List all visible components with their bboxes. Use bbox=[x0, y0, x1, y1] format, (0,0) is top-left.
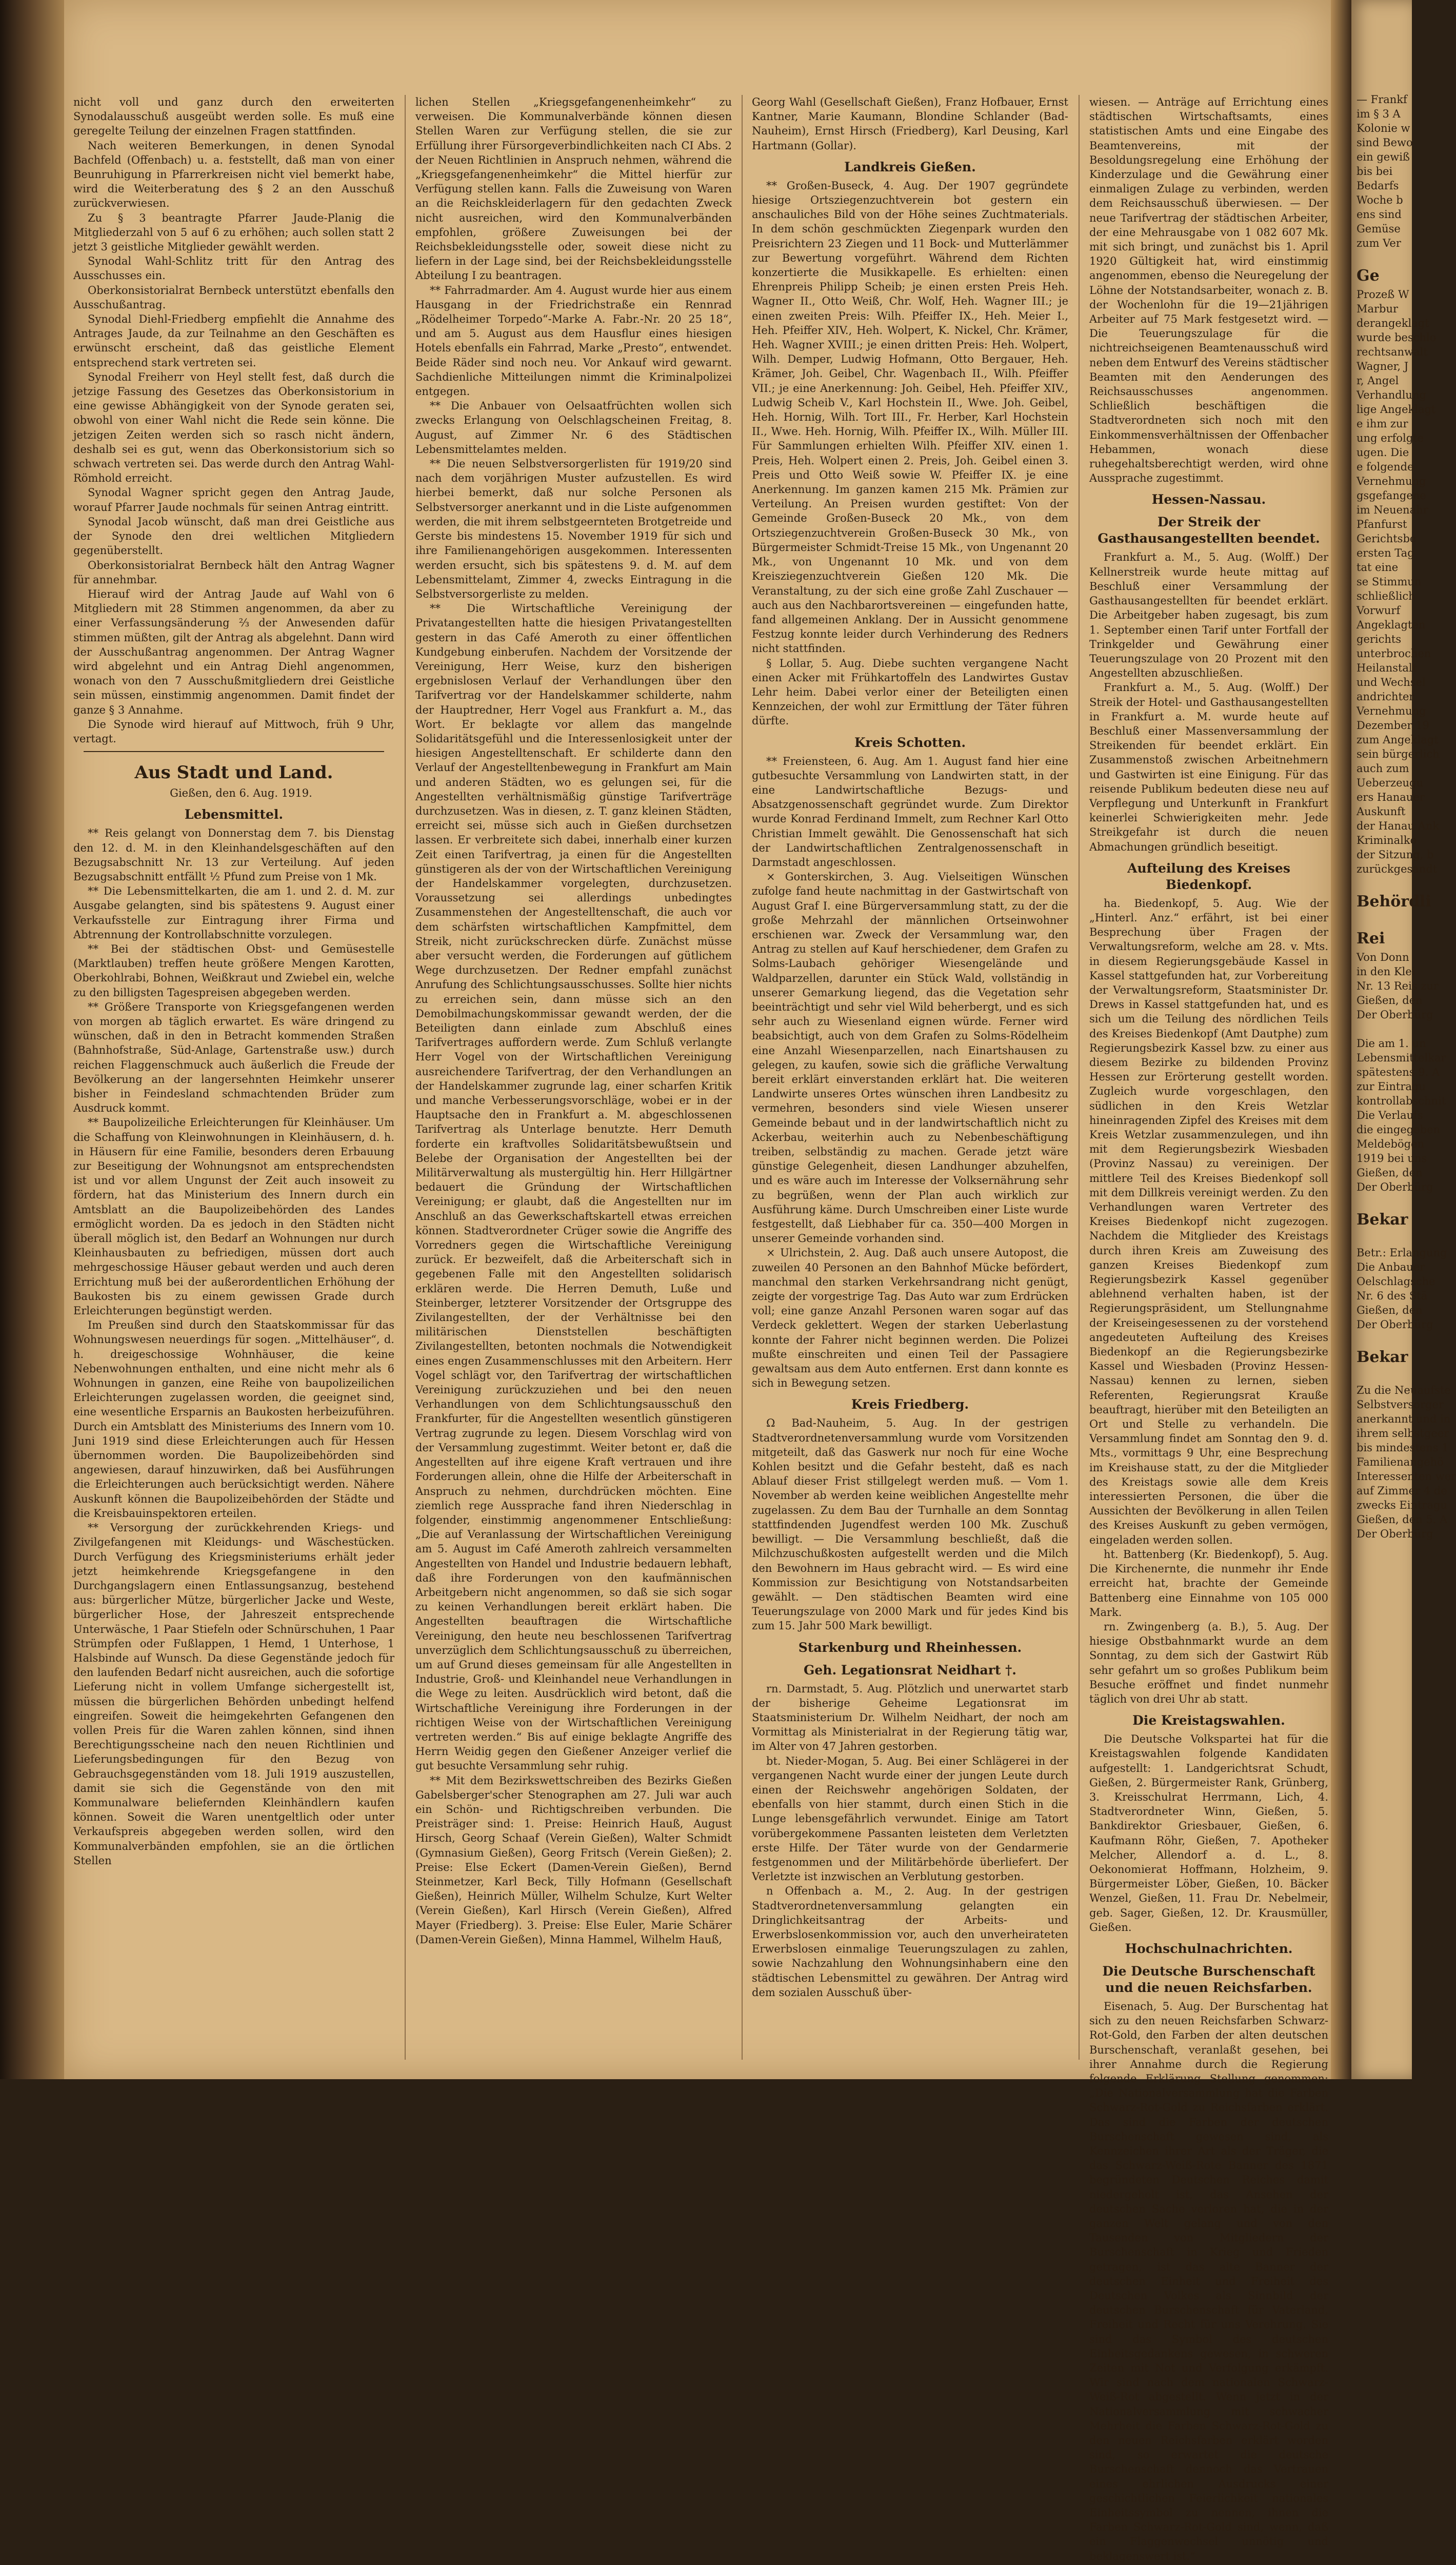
article-paragraph: ht. Battenberg (Kr. Biedenkopf), 5. Aug. Die Kirchenernte, die nunmehr ihr Ende erreicht hat, brachte der Gemeinde Battenberg eine Einnahme von 105 000 Mark. bbox=[1089, 1548, 1328, 1619]
section-rule bbox=[84, 751, 384, 752]
adjacent-page-line bbox=[1357, 1332, 1412, 1346]
article-paragraph: × Gonterskirchen, 3. Aug. Vielseitigen Wünschen zufolge fand heute nachmittag in der Gastwirtschaft von August Graf I. eine Bürgerversammlung statt, zu der die große Mehrzahl der männlichen Ortseinwohner erschienen war. Zweck der Versammlung war, den Antrag zu stellen auf Kauf herschiedener, dem Grafen zu Solms-Laubach gehöriger Wiesengelände und Waldparzellen, darunter ein Stück Wald, vollständig in unserer Gemarkung liegend, das die Vegetation sehr beeinträchtigt und sehr viel Wild beherbergt, und es sich sehr auch zu Wiesenland eignen würde. Ferner wird beabsichtigt, auch von dem Grafen zu Solms-Rödelheim eine Anzahl Wiesenparzellen, nach Einartshausen zu gelegen, zu kaufen, sowie sich die gräfliche Verwaltung bereit erklärt einverstanden erklärt hat. Die weiteren Landwirte unseres Ortes wünschen ihren Landbesitz zu vermehren, besonders sind viele Wiesen unserer Gemeinde bebaut und in der landwirtschaftlich nicht zu Ackerbau, weiterhin auch zu Nebenbeschäftigung treiben, selbständig zu machen. Gerade jetzt wäre günstige Gelegenheit, diesen Landhunger abzuhelfen, und es wäre auch im Interesse der Volksernährung sehr zu begrüßen, wenn der Plan auch wirklich zur Ausführung käme. Durch Umschreiben einer Liste wurde festgestellt, daß Liebhaber für ca. 350—400 Morgen in unserer Gemeinde vorhanden sind. bbox=[752, 871, 1068, 1245]
article-paragraph: Eisenach, 5. Aug. Der Burschentag hat sich zu den neuen Reichsfarben Schwarz-Rot-Gold, den Farben der alten deutschen Burschenschaft, veranlaßt gesehen, bei ihrer Annahme durch die Regierung folgende Erklärung Stellung genommen: „Die Nationalversammlung hat die Farben Schwarz-Rot-Gold zu Reichsfarben erklärt. Das sind die Farben der deutschen Burschenschaft gewesen sind, als Kennzeichen ihrer Art als der Träger, die das Schwarz-Weiß-Rote Banner des 1871 begründeten Deutschen Reiches damit niedergeholt ist, das Ansehen der deutschen Sache verloren hat, die in der ganzen Welt gelang und von den Tausenden von Mitgliedern der Burschenschaft in Krieg und Frieden getragen, ist das alte Banner der deutschen Einheit und Freiheit des Deutschen Volkes als Sinnbild der deutschen Burschenschaft für Vaterland, Freiheit und Recht für uns Verehrung. Sie sind das Symbol des deutschen Einheitsgedankens gewesen, in schweren Zeiten mit Not und Verfolgung erkämpft. Wir sind nach dem nationalen Schwarz-Weiß-Rot abgestellt. Wenn jetzt in der Nationalversammlung mit schwacher Mehrheit die Farben Schwarz-Rot-Gold zu den neuen Reichsfarben erklärt worden sind, so erwartet die deutsche Burschenschaft dennoch das Vertrauen eines ehrlichen Ausdrucks einer geschichtlichen Feierlichkeit nationales Einheitssymbol zu nennen, ihnen die Farben Schwarz-Rot-Gold sind, wenn, daß ein Flaggenwechsel unnötig und beklagenswert ist.“ bbox=[1089, 2000, 1328, 2562]
article-paragraph: ** Die Wirtschaftliche Vereinigung der Privatangestellten hatte die hiesigen Privatangestellten gestern in das Café Ameroth zu einer öffentlichen Kundgebung einberufen. Nachdem der Vorsitzende der Vereinigung, Herr Weise, kurz den bisherigen ergebnislosen Verlauf der Verhandlungen über den Tarifvertrag vor der Handelskammer schilderte, nahm der Hauptredner, Herr Vogel aus Frankfurt a. M., das Wort. Er beklagte vor allem das mangelnde Solidaritätsgefühl und die Interessenlosigkeit unter der hiesigen Angestelltenschaft. Er schilderte dann den Verlauf der Angestelltenbewegung in Frankfurt am Main und anderen Städten, wo es gelungen sei, für die Angestellten verhältnismäßig günstige Tarifverträge durchzusetzen. Was in diesen, z. T. ganz kleinen Städten, erreicht sei, müsse sich auch in Gießen durchsetzen lassen. Er verbreitete sich dabei, innerhalb einer kurzen Zeit einen Tarifvertrag, ja einen für die Angestellten günstigeren als der von der Wirtschaftlichen Vereinigung der Handelskammer vorgelegten, durchzusetzen. Voraussetzung sei allerdings unbedingtes Zusammenstehen der Angestelltenschaft, die auch vor dem schärfsten wirtschaftlichen Kampfmittel, dem Streik, nicht zurückschrecken dürfe. Zunächst müsse aber versucht werden, die Forderungen auf gütlichem Wege durchzusetzen. Der Redner empfahl zunächst Anrufung des Schlichtungsausschusses. Sollte hier nichts zu erreichen sein, dann müsse sich an den Demobilmachungskommissar gewandt werden, der die Beteiligten dann einlade zum Abschluß eines Tarifvertrages auffordern werde. Zum Schluß verlangte Herr Vogel von der Wirtschaftlichen Vereinigung ausreichendere Tarifvertrag, der den Verhandlungen an der Handelskammer zugrunde lag, einer scharfen Kritik und manche Verbesserungsvorschläge, wobei er in der Hauptsache den in Frankfurt a. M. abgeschlossenen Tarifvertrag als Unterlage benutzte. Herr Demuth forderte ein kraftvolles Solidaritätsbewußtsein und Belebe der Organisation der Angestellten bei der Militärverwaltung als mustergültig hin. Herr Hillgärtner bedauert die Gründung der Wirtschaftlichen Vereinigung; er glaubt, daß die Angestellten nur im Anschluß an das Gewerkschaftskartell etwas erreichen können. Stadtverordneter Crüger sowie die Angriffe des Vorredners gegen die Wirtschaftliche Vereinigung zurück. Er bezweifelt, daß die Arbeiterschaft sich in gegebenen Falle mit den Angestellten solidarisch erklären werde. Die Herren Demuth, Luße und Steinberger, letzterer Vorsitzender der Ortsgruppe des Zivilangestellten, der der Verhältnisse bei den militärischen Dienststellen beschäftigten Zivilangestellten, betonten nochmals die Notwendigkeit eines engen Zusammenschlusses mit den Arbeitern. Herr Vogel schlägt vor, den Tarifvertrag der wirtschaftlichen Vereinigung zurückzuziehen und bei den neuen Verhandlungen von dem Schlichtungsausschuß den Frankfurter, für die Angestellten wesentlich günstigeren Vertrag zugrunde zu legen. Diesem Vorschlag wird von der Versammlung zugestimmt. Weiter betont er, daß die Angestellten auf ihre eigene Kraft vertrauen und ihre Forderungen allein, ohne die Hilfe der Arbeiterschaft in Anspruch zu nehmen, durchdrücken möchten. Eine ziemlich rege Aussprache fand ihren Niederschlag in folgender, einstimmig angenommener Entschließung: „Die auf Veranlassung der Wirtschaftlichen Vereinigung am 5. August im Café Ameroth zahlreich versammelten Angestellten von Handel und Industrie bedauern lebhaft, daß ihre Forderungen von den kaufmännischen Arbeitgebern nicht angenommen, so daß sie sich sogar zu keinen Verhandlungen bereit erklärt haben. Die Angestellten beauftragen die Wirtschaftliche Vereinigung, den heute neu beschlossenen Tarifvertrag unverzüglich dem Schlichtungsausschuß zu überreichen, um auf Grund dieses gemeinsam für alle Angestellten in Industrie, Groß- und Kleinhandel neue Verhandlungen in die Wege zu leiten. Ausdrücklich wird betont, daß die Wirtschaftliche Vereinigung ihre Forderungen in der richtigen Weise von der Wirtschaftlichen Vereinigung vertreten werden.“ Bis auf einige beklagte Angriffe des Herrn Weidig gegen den Gießener Anzeiger verlief die gut besuchte Versammlung sehr ruhig. bbox=[415, 602, 732, 1772]
adjacent-page-line bbox=[1357, 913, 1412, 928]
adjacent-page-line: zwecks Eintragu bbox=[1357, 1499, 1447, 1511]
article-paragraph: ** Versorgung der zurückkehrenden Kriegs- und Zivilgefangenen mit Kleidungs- und Wäschestücken. Durch Verfügung des Kriegsministeriums erhält jeder jetzt heimkehrende Kriegsgefangene in den Durchgangslagern einen Entlassungsanzug, bestehend aus: bürgerlicher Mütze, bürgerlicher Jacke und Weste, bürgerlicher Hose, der Jahreszeit entsprechende Unterwäsche, 1 Paar Stiefeln oder Schnürschuhen, 1 Paar Strümpfen oder Fußlappen, 1 Hemd, 1 Unterhose, 1 Halsbinde auf Wunsch. Da diese Gegenstände jedoch für den laufenden Bedarf nicht ausreichen, auch die sofortige Lieferung nicht in vollem Umfange sichergestellt ist, müssen die bürgerlichen Behörden unbedingt helfend eingreifen. Soweit die heimgekehrten Gefangenen den vollen Preis für die Waren zahlen können, sind ihnen Berechtigungsscheine nach den neuen Richtlinien und Lieferungsbedingungen für den Bezug von Gebrauchsgegenständen vom 18. Juli 1919 auszustellen, damit sie sich die Gegenstände von den mit Kommunalware beliefernden Kleinhändlern kaufen können. Soweit die Waren unentgeltlich oder unter Verkaufspreis abgegeben werden sollen, wird den Kommunalverbänden empfohlen, sie an die örtlichen Stellen bbox=[73, 1522, 394, 1867]
adjacent-page-line: Nr. 6 des Stä bbox=[1357, 1290, 1428, 1302]
adjacent-page-line: sind Bewo bbox=[1357, 136, 1413, 149]
adjacent-page-line: Bekar bbox=[1357, 1211, 1408, 1229]
adjacent-page-line: kontrollabschnit bbox=[1357, 1095, 1446, 1107]
adjacent-page-line: Der Oberbürg bbox=[1357, 1528, 1433, 1540]
article-paragraph: Ω Bad-Nauheim, 5. Aug. In der gestrigen Stadtverordnetenversammlung wurde vom Vorsitzenden mitgeteilt, daß das Gaswerk nur noch für eine Woche Kohlen besitzt und die Gefahr besteht, daß es nach Ablauf dieser Frist stillgelegt werden muß. — Vom 1. November ab werden keine weiblichen Angestellte mehr zugelassen. Zu dem Bau der Turnhalle an dem Sonntag stattfindenden Jugendfest werden 100 Mk. Zuschuß bewilligt. — Die Versammlung beschließt, daß die Milchzuschußkosten aufgestellt werden und die Milch den Bewohnern im Haus gebracht wird. — Es wird eine Kommission zur Besichtigung von Notstandsarbeiten gewählt. — Den städtischen Beamten wird eine Teuerungszulage von 2000 Mark und für jedes Kind bis zum 15. Jahr 500 Mark bewilligt. bbox=[752, 1417, 1068, 1632]
article-heading: Starkenburg und Rheinhessen. bbox=[798, 1640, 1022, 1655]
adjacent-page-fragment bbox=[1351, 0, 1456, 2079]
adjacent-page-line: Marbur bbox=[1357, 303, 1399, 315]
adjacent-page-line: Vorwurf bbox=[1357, 604, 1401, 617]
article-paragraph: Synodal Diehl-Friedberg empfiehlt die Annahme des Antrages Jaude, da zur Teilnahme an den Geschäften es erwünscht erscheint, daß das geistliche Element entsprechend stark vertreten sei. bbox=[73, 313, 394, 369]
text-column-2 bbox=[415, 95, 732, 2060]
adjacent-page-line: Angeklagten bbox=[1357, 619, 1426, 631]
adjacent-page-line: Gießen, den bbox=[1357, 994, 1423, 1007]
adjacent-page-line: Ge bbox=[1357, 267, 1380, 285]
adjacent-page-line: Auskunft bbox=[1357, 805, 1406, 818]
article-paragraph: ** Größere Transporte von Kriegsgefangenen werden von morgen ab täglich erwartet. Es wäre dringend zu wünschen, daß in den in Betracht kommenden Straßen (Bahnhofstraße, Süd-Anlage, Gartenstraße usw.) durch reichen Flaggenschmuck auch äußerlich die Freude der Bevölkerung an der langersehnten Heimkehr unserer bisher in Feindesland schmachtenden Brüder zum Ausdruck kommt. bbox=[73, 1000, 394, 1115]
article-heading: Der Streik der Gasthausangestellten beendet. bbox=[1098, 515, 1320, 546]
adjacent-page-line: im § 3 A bbox=[1357, 108, 1401, 120]
adjacent-page-line: der Sitzung, b bbox=[1357, 849, 1434, 861]
article-paragraph: rn. Darmstadt, 5. Aug. Plötzlich und unerwartet starb der bisherige Geheime Legationsrat im Staatsministerium Dr. Wilhelm Neidhart, der noch am Vormittag als Ministerialrat in der Regierung tätig war, im Alter von 47 Jahren gestorben. bbox=[752, 1682, 1068, 1753]
adjacent-page-line: der Hanau Ank bbox=[1357, 820, 1440, 832]
adjacent-page-line bbox=[1357, 1194, 1412, 1209]
article-paragraph: Zu § 3 beantragte Pfarrer Jaude-Planig die Mitgliederzahl von 5 auf 6 zu erhöhen; auch sollen statt 2 jetzt 3 geistliche Mitglieder gewählt werden. bbox=[73, 211, 394, 253]
article-paragraph: Die Deutsche Volkspartei hat für die Kreistagswahlen folgende Kandidaten aufgestellt: 1. Landgerichtsrat Schudt, Gießen, 2. Bürgermeister Rank, Grünberg, 3. Kreisschulrat Herrmann, Lich, 4. Stadtverordneter Winn, Gießen, 5. Bankdirektor Griesbauer, Gießen, 6. Kaufmann Röhr, Gießen, 7. Apotheker Melcher, Allendorf a. d. L., 8. Oekonomierat Hoffmann, Holzheim, 9. Bürgermeister Löber, Gießen, 10. Bäcker Wenzel, Gießen, 11. Frau Dr. Nebelmeir, geb. Sager, Gießen, 12. Dr. Krausmüller, Gießen. bbox=[1089, 1733, 1328, 1933]
section-title: Aus Stadt und Land. bbox=[134, 762, 333, 783]
adjacent-page-line: auch zum bbox=[1357, 762, 1409, 775]
article-paragraph: rn. Zwingenberg (a. B.), 5. Aug. Der hiesige Obstbahnmarkt wurde an dem Sonntag, zu dem sich der Gastwirt Rüb sehr gefahrt um so großes Publikum beim Besuche eröffnet und findet nunmehr täglich von drei Uhr ab statt. bbox=[1089, 1620, 1328, 1705]
article-paragraph: Synodal Jacob wünscht, daß man drei Geistliche aus der Synode den drei weltlichen Mitgliedern gegenüberstellt. bbox=[73, 515, 394, 557]
adjacent-page-line bbox=[1357, 1369, 1412, 1383]
adjacent-page-line bbox=[1357, 250, 1412, 265]
article-paragraph: Im Preußen sind durch den Staatskommissar für das Wohnungswesen neuerdings für sogen. „Mittelhäuser“, d. h. dreigeschossige Wohnhäuser, die keine Nebenwohnungen enthalten, und eine nicht mehr als 6 Wohnungen in ganzen, eine Reihe von baupolizeilichen Erleichterungen zugelassen worden, die geeignet sind, eine wesentliche Ersparnis an Baukosten herbeizuführen. Durch ein Amtsblatt des Ministeriums des Innern vom 10. Juni 1919 sind diese Erleichterungen auch für Hessen übernommen worden. Die Baupolizeibehörden sind angewiesen, darauf hinzuwirken, daß bei Ausführungen die Erleichterungen auch berücksichtigt werden. Nähere Auskunft können die Baupolizeibehörden der Städte und die Kreisbauinspektoren erteilen. bbox=[73, 1319, 394, 1520]
adjacent-page-text bbox=[1351, 0, 1456, 1541]
adjacent-page-line: ens sind bbox=[1357, 208, 1402, 221]
column-separator bbox=[405, 95, 406, 2060]
adjacent-page-line: schließlich bbox=[1357, 590, 1415, 602]
adjacent-page-line: Vernehmung bbox=[1357, 475, 1426, 487]
article-paragraph: § Lollar, 5. Aug. Diebe suchten vergangene Nacht einen Acker mit Frühkartoffeln des Landwirtes Gustav Lehr heim. Dabei verlor einer der Beteiligten einen Kennzeichen, der wohl zur Ermittlung der Täter führen dürfte. bbox=[752, 657, 1068, 727]
article-paragraph: ** Baupolizeiliche Erleichterungen für Kleinhäuser. Um die Schaffung von Kleinwohnungen in Kleinhäusern, d. h. in Häusern für eine Familie, besonders deren Erbauung zur Beseitigung der Wohnungsnot am entsprechendsten ist und vor allem Ungunst der Zeit auch insoweit zu fördern, hat das Ministerium des Innern durch ein Amtsblatt an die Baupolizeibehörden des Landes ermöglicht worden. Da es jedoch in den Städten nicht überall möglich ist, den Bedarf an Wohnungen nur durch Kleinhausbauten zu befriedigen, müssen dort auch mehrgeschossige Häuser gebaut werden und auch deren Errichtung muß bei der außerordentlichen Erhöhung der Baukosten bis zu einem gewissen Grade durch Erleichterungen begünstigt werden. bbox=[73, 1116, 394, 1317]
adjacent-page-line: Kolonie w bbox=[1357, 122, 1410, 134]
adjacent-page-line: — Frankf bbox=[1357, 93, 1407, 106]
adjacent-page-line: Der Oberbürg bbox=[1357, 1181, 1433, 1193]
adjacent-page-line: bis bei bbox=[1357, 165, 1393, 177]
adjacent-page-line: gsgefangene bbox=[1357, 489, 1426, 502]
article-heading: Kreis Friedberg. bbox=[851, 1397, 969, 1412]
adjacent-page-line: Bedarfs bbox=[1357, 180, 1399, 192]
adjacent-page-line: r, Angel bbox=[1357, 374, 1399, 387]
adjacent-page-line: Die Verlaufs bbox=[1357, 1109, 1423, 1121]
adjacent-page-line: unterbrochen bbox=[1357, 647, 1431, 660]
adjacent-page-line: sein bürgerlich bbox=[1357, 748, 1440, 760]
article-paragraph: Synodal Wagner spricht gegen den Antrag Jaude, worauf Pfarrer Jaude nochmals für seinen Antrag eintritt. bbox=[73, 486, 394, 514]
article-paragraph: nicht voll und ganz durch den erweiterten Synodalausschuß ausgeübt werden solle. Es muß eine geregelte Teilung der einzelnen Fragen stattfinden. bbox=[73, 96, 394, 137]
adjacent-page-line: Nr. 13 Reis zur bbox=[1357, 980, 1439, 992]
adjacent-page-line: ersten Tag bbox=[1357, 547, 1414, 559]
text-column-3 bbox=[752, 95, 1068, 2060]
article-paragraph: Georg Wahl (Gesellschaft Gießen), Franz Hofbauer, Ernst Kantner, Marie Kaumann, Blondine Schlander (Bad-Nauheim), Ernst Hirsch (Friedberg), Karl Deusing, Karl Hartmann (Gollar). bbox=[752, 96, 1068, 152]
article-paragraph: ** Die neuen Selbstversorgerlisten für 1919/20 sind nach dem vorjährigen Muster aufzustellen. Es wird hierbei bemerkt, daß nur solche Personen als Selbstversorger anerkannt und in die Liste aufgenommen werden, die mit ihrem selbstgeernteten Brotgetreide und Gerste bis mindestens 15. November 1919 für sich und ihre Familienangehörigen ausgekommen. Interessenten werden ersucht, sich bis spätestens 9. d. M. auf dem Lebensmittelamt, Zimmer 4, zwecks Eintragung in die Selbstversorgerliste zu melden. bbox=[415, 458, 732, 600]
adjacent-page-line: und Wechsel bbox=[1357, 676, 1426, 688]
column-separator bbox=[742, 95, 743, 2060]
article-paragraph: ** Fahrradmarder. Am 4. August wurde hier aus einem Hausgang in der Friedrichstraße ein Rennrad „Rödelheimer Torpedo“-Marke A. Fabr.-Nr. 20 25 18“, und am 5. August aus dem Hausflur eines hiesigen Hotels ebenfalls ein Fahrrad, Marke „Presto“, entwendet. Beide Räder sind noch neu. Vor Ankauf wird gewarnt. Sachdienliche Mitteilungen nimmt die Kriminalpolizei entgegen. bbox=[415, 284, 732, 398]
article-paragraph: Oberkonsistorialrat Bernbeck hält den Antrag Wagner für annehmbar. bbox=[73, 559, 394, 586]
adjacent-page-line: Der Oberbürg bbox=[1357, 1318, 1433, 1331]
adjacent-page-line: Gerichtsbe bbox=[1357, 532, 1417, 545]
article-paragraph: bt. Nieder-Mogan, 5. Aug. Bei einer Schlägerei in der vergangenen Nacht wurde einer der jungen Leute durch einen der Reichswehr angehörigen Soldaten, der ebenfalls von hier stammt, durch einen Stich in die Lunge lebensgefährlich verwundet. Einige am Tatort vorübergekommene Passanten leisteten dem Verletzten erste Hilfe. Der Täter wurde von der Gendarmerie festgenommen und der Militärbehörde überliefert. Der Verletzte ist inzwischen an Verblutung gestorben. bbox=[752, 1754, 1068, 1883]
adjacent-page-line: gerichts bbox=[1357, 633, 1402, 645]
adjacent-page-line: wurde beschlo bbox=[1357, 331, 1437, 344]
dateline: Gießen, den 6. Aug. 1919. bbox=[170, 787, 312, 800]
adjacent-page-line: ugen. Die bbox=[1357, 446, 1409, 459]
article-paragraph: n Offenbach a. M., 2. Aug. In der gestrigen Stadtverordnetenversammlung gelangten ein Dringlichkeitsantrag der Arbeits- und Erwerbslosenkommission vor, auch den unverheirateten Erwerbslosen einmalige Teuerungszulagen zu zahlen, sowie Nachzahlung den Wohnungsinhabern eine den städtischen Lebensmittel zu gewähren. Der Antrag wird dem sozialen Ausschuß über- bbox=[752, 1885, 1068, 1999]
adjacent-page-line: se Stimmun bbox=[1357, 576, 1422, 588]
adjacent-page-line: Ueberzeugu bbox=[1357, 777, 1424, 789]
adjacent-page-line: zurückgesandt bbox=[1357, 863, 1438, 875]
adjacent-page-line: ihrem selbstgeer bbox=[1357, 1427, 1449, 1439]
article-paragraph: ** Freiensteen, 6. Aug. Am 1. August fand hier eine gutbesuchte Versammlung von Landwirten statt, in der eine Landwirtschaftliche Bezugs- und Absatzgenossenschaft gegründet wurde. Zum Direktor wurde Konrad Ferdinand Immelt, zum Rechner Karl Otto Christian Immelt gewählt. Die Genossenschaft hat sich der Landwirtschaftlichen Zentralgenossenschaft in Darmstadt angeschlossen. bbox=[752, 755, 1068, 869]
adjacent-page-line: in den Klei bbox=[1357, 965, 1415, 978]
article-paragraph: ** Großen-Buseck, 4. Aug. Der 1907 gegründete hiesige Ortsziegenzuchtverein bot gestern ein anschauliches Bild von der Höhe seines Zuchtmaterials. In dem schön geschmückten Ziegenpark wurden den Preisrichtern 23 Ziegen und 11 Bock- und Mutterlämmer zur Bewertung vorgeführt. Während dem Richten konzertierte die Musikkapelle. Es erhielten: einen Ehrenpreis Philipp Scheib; je einen ersten Preis Heh. Wagner II., Otto Weiß, Chr. Wolf, Heh. Wagner III.; je einen zweiten Preis: Wilh. Pfeiffer IX., Heh. Meier I., Heh. Pfeiffer XIV., Heh. Wolpert, K. Nickel, Chr. Krämer, Heh. Wagner XVIII.; je einen dritten Preis: Heh. Wolpert, Wilh. Demper, Ludwig Hofmann, Otto Bergauer, Heh. Krämer, Joh. Geibel, Chr. Wagenbach II., Wilh. Pfeiffer VII.; je eine Anerkennung: Joh. Geibel, Heh. Pfeiffer XIV., Ludwig Scheib V., Karl Hochstein II., Wwe. Joh. Geibel, Heh. Hornig, Wilh. Tort III., Fr. Herber, Karl Hochstein II., Wwe. Heh. Hornig, Wilh. Pfeiffer IX., Wilh. Müller III. Für Sammlungen erhielten Wilh. Pfeiffer XIV. einen 1. Preis, Heh. Wolpert einen 2. Preis, Joh. Geibel einen 3. Preis und Otto Weiß sowie W. Pfeiffer IX. je eine Anerkennung. Im ganzen kamen 215 Mk. Prämien zur Verteilung. An Preisen wurden gestiftet: Von der Gemeinde Großen-Buseck 20 Mk., von dem Ortsziegenzuchtverein Großen-Buseck 30 Mk., von Bürgermeister Schmidt-Treise 15 Mk., von Ungenannt 20 Mk., von Ungenannt 10 Mk. und von dem Kreisziegenzuchtverein Gießen 120 Mk. Die Veranstaltung, zu der sich eine große Zahl Zuschauer — auch aus den Nachbarortsvereinen — eingefunden hatte, fand allgemeinen Anklang. Der in Aussicht genommene Festzug konnte leider durch Verhinderung des Redners nicht stattfinden. bbox=[752, 179, 1068, 655]
adjacent-page-line: bis mindestens 1 bbox=[1357, 1442, 1449, 1454]
adjacent-page-line: zur Eintragu bbox=[1357, 1080, 1426, 1093]
article-paragraph: ** Mit dem Bezirkswettschreiben des Bezirks Gießen Gabelsberger'scher Stenographen am 27. Juli war auch ein Schön- und Richtigschreiben verbunden. Die Preisträger sind: 1. Preise: Heinrich Hauß, August Hirsch, Georg Schaaf (Verein Gießen), Walter Schmidt (Gymnasium Gießen), Georg Fritsch (Verein Gießen); 2. Preise: Else Eckert (Damen-Verein Gießen), Bernd Steinmetzer, Karl Beck, Tilly Hofmann (Gesellschaft Gießen), Heinrich Müller, Wilhelm Schulze, Kurt Welter (Verein Gießen), Karl Hirsch (Verein Gießen), Alfred Mayer (Friedberg). 3. Preise: Else Euler, Marie Schärer (Damen-Verein Gießen), Minna Hammel, Wilhelm Hauß, bbox=[415, 1774, 732, 1946]
adjacent-page-line: Meldebögen bbox=[1357, 1138, 1424, 1150]
adjacent-page-line: Interessenten wer bbox=[1357, 1470, 1456, 1483]
adjacent-page-line: Dezember 19 bbox=[1357, 719, 1429, 732]
article-heading: Die Kreistagswahlen. bbox=[1132, 1713, 1285, 1728]
adjacent-page-line: Wagner, J bbox=[1357, 360, 1409, 372]
adjacent-page-line: anerkannt und in bbox=[1357, 1413, 1451, 1425]
adjacent-page-line: zum Angeklagt bbox=[1357, 734, 1439, 746]
adjacent-page-line: Bekar bbox=[1357, 1348, 1408, 1366]
article-heading: Geh. Legationsrat Neidhart †. bbox=[804, 1662, 1016, 1678]
adjacent-page-line: Pfanfurst bbox=[1357, 518, 1407, 530]
book-binding bbox=[0, 0, 64, 2079]
adjacent-page-line: Familienangehö bbox=[1357, 1456, 1444, 1468]
adjacent-page-line: ung erfolgte bbox=[1357, 432, 1424, 444]
adjacent-page-line: Von Donn bbox=[1357, 951, 1409, 963]
adjacent-page-line: Vernehmung bbox=[1357, 705, 1426, 717]
adjacent-page-line: Verhandlung bbox=[1357, 389, 1426, 401]
article-paragraph: ** Bei der städtischen Obst- und Gemüsestelle (Marktlauben) treffen heute größere Mengen Karotten, Oberkohlrabi, Bohnen, Weißkraut und Zwiebel ein, welche zu den billigsten Tagespreisen abgegeben werden. bbox=[73, 942, 394, 999]
adjacent-page-line: Betr.: Erlangung bbox=[1357, 1247, 1447, 1259]
adjacent-page-line: die eingegeben bbox=[1357, 1123, 1441, 1136]
adjacent-page-line: Gemüse bbox=[1357, 223, 1401, 235]
article-paragraph: lichen Stellen „Kriegsgefangenenheimkehr“ zu verweisen. Die Kommunalverbände können diesen Stellen Waren zur Verfügung stellen, die sie zur Erfüllung ihrer Fürsorgeverbindlichkeiten nach CI Abs. 2 der Neuen Richtlinien in Anspruch nehmen, während die „Kriegsgefangenenheimkehr“ die Mittel hierfür zur Verfügung stellen kann. Falls die Zuweisung von Waren an die Reichskleiderlagern für den gedachten Zweck nicht ausreichen, wird den Kommunalverbänden empfohlen, größere Zuweisungen bei der Reichsbekleidungsstelle oder, soweit diese nicht zu liefern in der Lage sind, bei der Reichsbekleidungsstelle Abteilung I zu beantragen. bbox=[415, 96, 732, 282]
article-heading: Aufteilung des Kreises Biedenkopf. bbox=[1127, 860, 1290, 892]
adjacent-page-line: tat eine bbox=[1357, 561, 1399, 574]
adjacent-page-line: derangeklagt bbox=[1357, 317, 1429, 329]
article-paragraph: ** Die Lebensmittelkarten, die am 1. und 2. d. M. zur Ausgabe gelangten, sind bis spätestens 9. August einer Verkaufsstelle zur Eintragung ihrer Firma und Abtrennung der Kontrollabschnitte vorzulegen. bbox=[73, 885, 394, 941]
adjacent-page-line: Die am 1. un bbox=[1357, 1037, 1426, 1050]
adjacent-page-line: e folgende bbox=[1357, 461, 1414, 473]
article-paragraph: ** Die Anbauer von Oelsaatfrüchten wollen sich zwecks Erlangung von Oelschlagscheinen Freitag, 8. August, auf Zimmer Nr. 6 des Städtischen Lebensmittelamtes melden. bbox=[415, 400, 732, 456]
adjacent-page-line: Prozeß W bbox=[1357, 288, 1409, 301]
article-paragraph: Nach weiteren Bemerkungen, in denen Synodal Bachfeld (Offenbach) u. a. feststellt, daß man von einer Beunruhigung in Pfarrerkreisen nicht viel bemerkt habe, wird die Weiterberatung des § 2 an den Ausschuß zurückverwiesen. bbox=[73, 139, 394, 210]
article-paragraph: Die Synode wird hierauf auf Mittwoch, früh 9 Uhr, vertagt. bbox=[73, 718, 394, 745]
column-separator bbox=[1079, 95, 1080, 2060]
adjacent-page-line: Heilanstalt bbox=[1357, 662, 1417, 674]
article-paragraph: Frankfurt a. M., 5. Aug. (Wolff.) Der Kellnerstreik wurde heute mittag auf Beschluß einer Versammlung der Gasthausangestellten für beendet erklärt. Die Arbeitgeber haben zugesagt, bis zum 1. September einen Tarif unter Fortfall der Trinkgelder und Gewährung einer Teuerungszulage von 20 Prozent mit den Angestellten abzuschließen. bbox=[1089, 551, 1328, 680]
adjacent-page-line: Rei bbox=[1357, 930, 1385, 948]
adjacent-page-line: Lebensmittelkar bbox=[1357, 1052, 1446, 1064]
adjacent-page-line: Gießen, den bbox=[1357, 1167, 1423, 1179]
article-heading: Kreis Schotten. bbox=[854, 735, 966, 750]
adjacent-page-line: Oelschlagsche bbox=[1357, 1275, 1435, 1288]
text-column-4 bbox=[1089, 95, 1328, 2562]
adjacent-page-line bbox=[1357, 1022, 1412, 1036]
article-paragraph: ** Reis gelangt von Donnerstag dem 7. bis Dienstag den 12. d. M. in den Kleinhandelsgeschäften auf den Bezugsabschnitt Nr. 13 zur Verteilung. Auf jeden Bezugsabschnitt entfällt ½ Pfund zum Preise von 1 Mk. bbox=[73, 827, 394, 883]
article-heading: Hochschulnachrichten. bbox=[1125, 1941, 1293, 1956]
article-paragraph: Frankfurt a. M., 5. Aug. (Wolff.) Der Streik der Hotel- und Gasthausangestellten in Frankfurt a. M. wurde heute auf Beschluß einer Massenversammlung der Streikenden für beendet erklärt. Ein Zusammenstoß zwischen Arbeitnehmern und Gastwirten ist eine Einigung. Für das reisende Publikum bedeuten diese neu auf Verpflegung und Unterkunft in Frankfurt keinerlei Schwierigkeiten mehr. Jede Streikgefahr ist durch die neuen Abmachungen gründlich beseitigt. bbox=[1089, 681, 1328, 853]
article-paragraph: Synodal Wahl-Schlitz tritt für den Antrag des Ausschusses ein. bbox=[73, 255, 394, 282]
article-heading: Lebensmittel. bbox=[184, 807, 284, 822]
article-heading: Landkreis Gießen. bbox=[844, 159, 976, 174]
page-gutter bbox=[1331, 0, 1351, 2079]
adjacent-page-line: Kriminalko bbox=[1357, 834, 1417, 846]
article-paragraph: Oberkonsistorialrat Bernbeck unterstützt ebenfalls den Ausschußantrag. bbox=[73, 284, 394, 311]
adjacent-page-line: zum Ver bbox=[1357, 237, 1401, 249]
adjacent-page-line: Behördli bbox=[1357, 893, 1431, 911]
adjacent-page-line: 1919 bei uns bbox=[1357, 1152, 1427, 1165]
adjacent-page-line: Woche b bbox=[1357, 194, 1403, 206]
adjacent-page-line: spätestens 9. A bbox=[1357, 1066, 1440, 1078]
article-heading: Die Deutsche Burschenschaft und die neuen Reichsfarben. bbox=[1102, 1963, 1315, 1995]
adjacent-page-line: lige Angeklagt bbox=[1357, 403, 1436, 416]
article-paragraph: Synodal Freiherr von Heyl stellt fest, daß durch die jetzige Fassung des Gesetzes das Oberkonsistorium in eine gewisse Abhängigkeit von der Synode geraten sei, obwohl von einer Wahl nicht die Rede sein könne. Die jetzigen Zeiten werden sich so rasch nicht ändern, deshalb sei es gut, wenn das Oberkonsistorium sich so schwach vertreten sei. Das werde durch den Antrag Wahl-Römhold erreicht. bbox=[73, 370, 394, 485]
adjacent-page-line: ein gewiß bbox=[1357, 151, 1410, 163]
adjacent-page-line: Der Oberbürg bbox=[1357, 1009, 1433, 1021]
adjacent-page-line bbox=[1357, 876, 1412, 891]
adjacent-page-line: Gießen, den 5. A bbox=[1357, 1513, 1448, 1526]
adjacent-page-line: rechtsanwalt bbox=[1357, 346, 1428, 358]
article-paragraph: wiesen. — Anträge auf Errichtung eines städtischen Wirtschaftsamts, eines statistischen Amts und eine Eingabe des Beamtenvereins, mit der Besoldungsregelung eine Erhöhung der Kinderzulage und die Gewährung einer einmaligen Zulage zu verbinden, werden dem Reichsausschuß überwiesen. — Der neue Tarifvertrag der städtischen Arbeiter, der eine Mehrausgabe von 1 082 607 Mk. mit sich bringt, und zunächst bis 1. April 1920 Gültigkeit hat, wird einstimmig angenommen, ebenso die Neuregelung der Löhne der Notstandsarbeiter, wonach z. B. der Wochenlohn für die 19—21jährigen Arbeiter auf 75 Mark festgesetzt wird. — Die Teuerungszulage für die nichtreichseigenen Beamtenausschuß wird neben dem Entwurf des Vereins städtischer Beamten mit den Aenderungen des Reichsausschusses angenommen. Schließlich beschäftigen die Stadtverordneten sich noch mit den Einkommensverhältnissen der Offenbacher Hebammen, wonach diese ruhegehaltsberechtigt werden, wird ohne Aussprache zugestimmt. bbox=[1089, 96, 1328, 485]
article-paragraph: ha. Biedenkopf, 5. Aug. Wie der „Hinterl. Anz.“ erfährt, ist bei einer Besprechung über Fragen der Verwaltungsreform, welche am 28. v. Mts. in diesem Regierungsgebäude Kassel in Kassel stattgefunden hat, zur Vorbereitung der Verwaltungsreform, Staatsminister Dr. Drews in Kassel stattgefunden hat, und es sich um die Teilung des nördlichen Teils des Kreises Biedenkopf (Amt Dautphe) zum Regierungsbezirk Kassel bzw. zu einer aus diesem Bezirke zu bildenden Provinz Hessen zur Erörterung gestellt worden. Zugleich wurde vorgeschlagen, den südlichen in den Kreis Wetzlar hineinragenden Zipfel des Kreises mit dem Kreis Wetzlar zusammenzulegen, und ihn mit dem Regierungsbezirk Wiesbaden (Provinz Nassau) zu vereinigen. Der mittlere Teil des Kreises Biedenkopf soll mit dem Dillkreis vereinigt werden. Zu den Verhandlungen waren Vertreter des Kreises Biedenkopf nicht zugezogen. Nachdem die Mitglieder des Kreistags durch ihren Kreis am Zuweisung des ganzen Kreises Biedenkopf zum Regierungsbezirk Kassel gegenüber ablehnend verhalten haben, ist der Regierungspräsident, um Stellungnahme der Kreiseingesessenen zu der vorstehend angedeuteten Aufteilung des Kreises Biedenkopf an die Regierungsbezirke Kassel und Wiesbaden (Provinz Hessen-Nassau) kennen zu lernen, sieben Referenten, Regierungsrat Krauße beauftragt, hierüber mit den Beteiligten an Ort und Stelle zu verhandeln. Die Versammlung findet am Sonntag den 9. d. Mts., vormittags 9 Uhr, eine Besprechung im Kreishause statt, zu der die Mitglieder des Kreistags sowie alle dem Kreis interessierten Personen, die über die Aussichten der Bevölkerung in allen Teilen des Kreises Auskunft zu geben vermögen, eingeladen werden sollen. bbox=[1089, 897, 1328, 1546]
adjacent-page-line: ers Hanauer bbox=[1357, 791, 1425, 803]
adjacent-page-line: Gießen, den bbox=[1357, 1304, 1423, 1316]
adjacent-page-line bbox=[1357, 1231, 1412, 1246]
adjacent-page-line: andrichter bbox=[1357, 690, 1414, 703]
adjacent-page-line: Selbstversorger bbox=[1357, 1398, 1444, 1411]
adjacent-page-line: im Neuenahr bbox=[1357, 504, 1428, 516]
adjacent-page-line: Zu die Neuaufste bbox=[1357, 1384, 1451, 1396]
adjacent-page-line: Die Anbauer bbox=[1357, 1261, 1425, 1273]
article-paragraph: × Ulrichstein, 2. Aug. Daß auch unsere Autopost, die zuweilen 40 Personen an den Bahnhof Mücke befördert, manchmal den starken Verkehrsandrang nicht genügt, zeigte der vorgestrige Tag. Das Auto war zum Erdrücken voll; eine ganze Anzahl Personen waren sogar auf das Verdeck geklettert. Wegen der starken Ueberlastung konnte der Fahrer nicht beginnen werden. Die Polizei mußte einschreiten und einen Teil der Passagiere gewaltsam aus dem Auto entfernen. Erst dann konnte es sich in Bewegung setzen. bbox=[752, 1247, 1068, 1390]
text-column-1 bbox=[73, 95, 394, 2060]
adjacent-page-line: auf Zimmer 4 de bbox=[1357, 1485, 1447, 1497]
adjacent-page-line: e ihm zur bbox=[1357, 418, 1408, 430]
article-heading: Hessen-Nassau. bbox=[1151, 492, 1266, 507]
article-paragraph: Hierauf wird der Antrag Jaude auf Wahl von 6 Mitgliedern mit 28 Stimmen angenommen, da aber zu einer Verfassungsänderung ⅔ der Anwesenden dafür stimmen müßten, gilt der Antrag als abgelehnt. Dann wird der Ausschußantrag angenommen. Der Antrag Wagner wird abgelehnt und ein Antrag Diehl angenommen, wonach von den 7 Ausschußmitgliedern drei Geistliche sein müssen, einstimmig angenommen. Damit findet der ganze § 3 Annahme. bbox=[73, 587, 394, 716]
